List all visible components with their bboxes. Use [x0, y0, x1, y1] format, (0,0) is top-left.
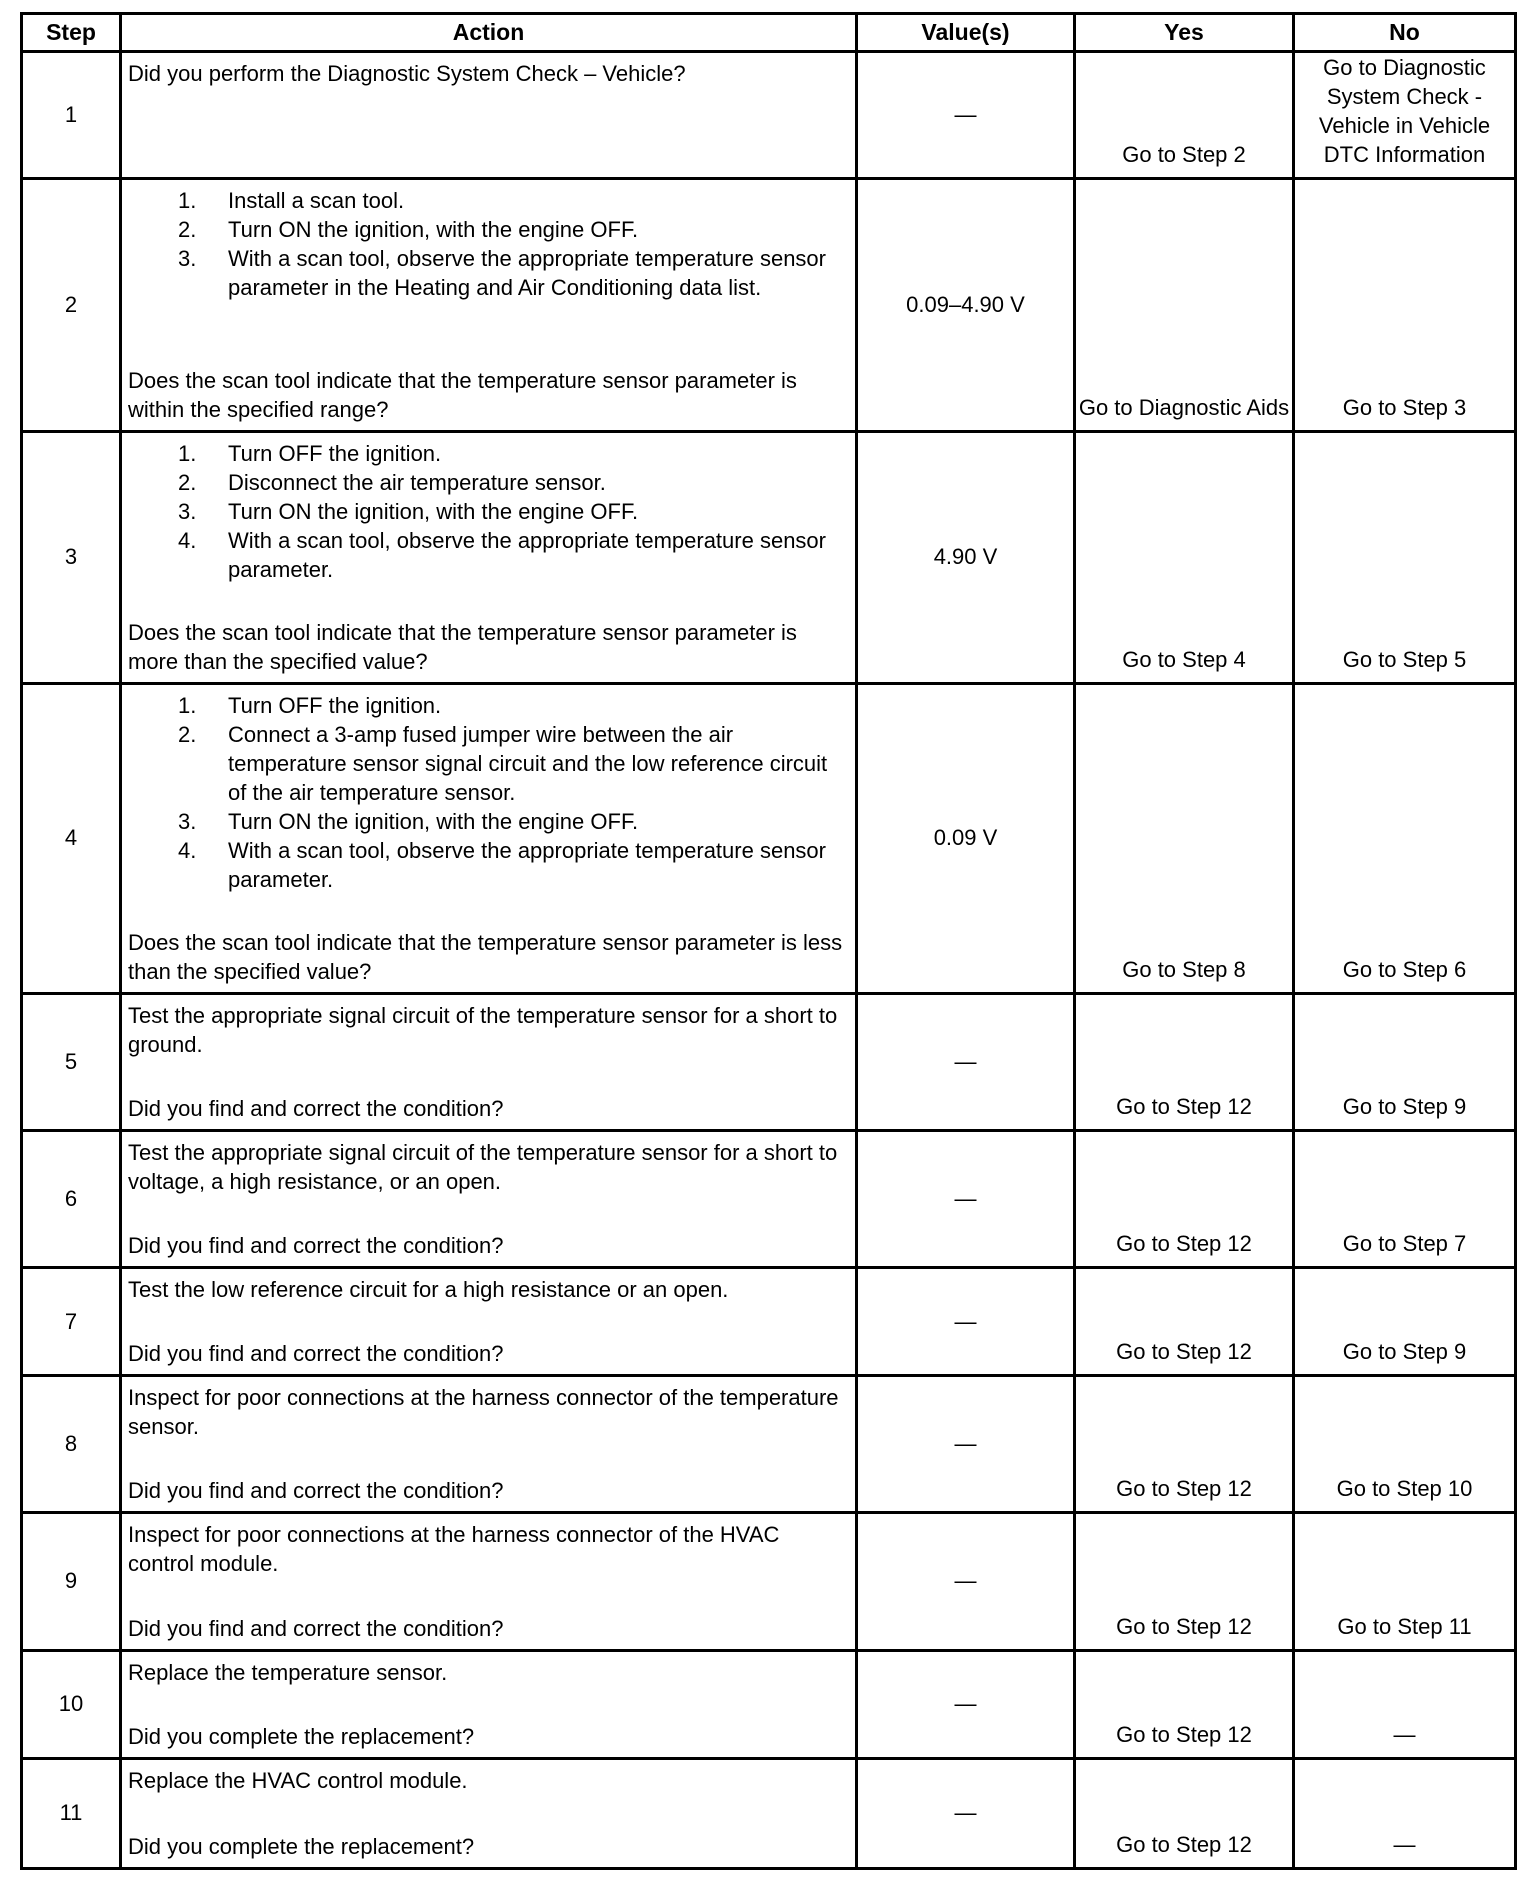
action-step-text: Turn ON the ignition, with the engine OFF.	[228, 498, 639, 524]
action-step-list	[128, 691, 847, 894]
step-number: 10	[22, 1650, 121, 1758]
action-step-item	[128, 526, 847, 584]
action-intro: Inspect for poor connections at the harness connector of the temperature sensor.	[128, 1385, 839, 1440]
action-content	[128, 1658, 847, 1751]
action-instructions	[128, 1383, 847, 1441]
no-cell: Go to Step 7	[1294, 1130, 1516, 1267]
action-content	[128, 1520, 847, 1642]
value-cell: —	[857, 1376, 1075, 1513]
action-step-item	[128, 215, 847, 244]
action-step-item	[128, 439, 847, 468]
no-cell: Go to Step 5	[1294, 431, 1516, 683]
action-step-number: 3.	[178, 246, 197, 272]
action-step-item	[128, 691, 847, 720]
no-cell: Go to Step 9	[1294, 993, 1516, 1130]
step-number: 4	[22, 684, 121, 994]
action-step-number: 2.	[178, 722, 197, 748]
value-cell: —	[857, 1513, 1075, 1650]
yes-cell: Go to Step 4	[1075, 431, 1294, 683]
action-question: Did you find and correct the condition?	[128, 1232, 504, 1258]
action-step-text: With a scan tool, observe the appropriate temperature sensor parameter.	[228, 838, 826, 893]
table-row	[22, 431, 1516, 683]
action-question: Did you complete the replacement?	[128, 1834, 475, 1859]
action-step-number: 4.	[178, 527, 197, 553]
action-instructions	[128, 691, 847, 894]
yes-cell: Go to Step 12	[1075, 1513, 1294, 1650]
action-step-text: Turn OFF the ignition.	[228, 693, 442, 719]
action-step-item	[128, 468, 847, 497]
header-no: No	[1294, 14, 1516, 52]
action-question: Does the scan tool indicate that the temperature sensor parameter is less than the specified value?	[128, 929, 843, 984]
action-instructions	[128, 186, 847, 302]
action-step-number: 1.	[178, 440, 197, 466]
no-cell: Go to Diagnostic System Check - Vehicle in Vehicle DTC Information	[1294, 52, 1516, 179]
action-intro: Inspect for poor connections at the harness connector of the HVAC control module.	[128, 1522, 780, 1577]
no-cell: Go to Step 10	[1294, 1376, 1516, 1513]
action-question: Does the scan tool indicate that the temperature sensor parameter is within the specified range?	[128, 367, 797, 422]
value-cell: —	[857, 52, 1075, 179]
table-row	[22, 993, 1516, 1130]
no-cell: —	[1294, 1650, 1516, 1758]
action-content	[128, 1766, 847, 1861]
yes-cell: Go to Step 12	[1075, 1650, 1294, 1758]
no-cell: Go to Step 6	[1294, 684, 1516, 994]
action-intro: Test the low reference circuit for a high resistance or an open.	[128, 1276, 729, 1302]
action-question: Did you find and correct the condition?	[128, 1341, 504, 1367]
action-step-number: 1.	[178, 188, 197, 214]
yes-cell: Go to Step 2	[1075, 52, 1294, 179]
yes-cell: Go to Diagnostic Aids	[1075, 179, 1294, 431]
action-content	[128, 1001, 847, 1123]
action-instructions	[128, 1275, 847, 1304]
action-cell	[121, 1376, 857, 1513]
header-values: Value(s)	[857, 14, 1075, 52]
action-intro: Test the appropriate signal circuit of the temperature sensor for a short to ground.	[128, 1002, 838, 1057]
value-cell: —	[857, 1130, 1075, 1267]
action-instructions	[128, 1001, 847, 1059]
table-row	[22, 179, 1516, 431]
action-step-list	[128, 439, 847, 584]
action-question: Did you complete the replacement?	[128, 1723, 475, 1749]
action-step-number: 2.	[178, 469, 197, 495]
action-cell	[121, 1650, 857, 1758]
action-step-item	[128, 186, 847, 215]
yes-cell: Go to Step 12	[1075, 1376, 1294, 1513]
yes-cell: Go to Step 12	[1075, 1130, 1294, 1267]
table-row	[22, 1267, 1516, 1375]
action-intro: Replace the HVAC control module.	[128, 1767, 468, 1793]
table-row	[22, 684, 1516, 994]
header-action: Action	[121, 14, 857, 52]
action-step-text: Turn ON the ignition, with the engine OFF.	[228, 217, 639, 243]
value-cell: —	[857, 993, 1075, 1130]
value-cell: —	[857, 1267, 1075, 1375]
action-step-item	[128, 807, 847, 836]
action-step-text: Turn ON the ignition, with the engine OFF.	[228, 809, 639, 835]
action-content	[128, 186, 847, 423]
diagnostic-table	[20, 12, 1517, 1870]
table-row	[22, 1130, 1516, 1267]
no-cell: Go to Step 11	[1294, 1513, 1516, 1650]
action-cell	[121, 431, 857, 683]
table-row	[22, 1758, 1516, 1868]
action-cell	[121, 684, 857, 994]
action-cell	[121, 1267, 857, 1375]
no-cell: Go to Step 3	[1294, 179, 1516, 431]
no-cell: —	[1294, 1758, 1516, 1868]
action-intro: Test the appropriate signal circuit of the temperature sensor for a short to voltage, a high resistance, or an open.	[128, 1139, 838, 1194]
action-intro: Replace the temperature sensor.	[128, 1659, 448, 1685]
action-intro: Did you perform the Diagnostic System Check – Vehicle?	[128, 61, 686, 86]
action-cell	[121, 1758, 857, 1868]
action-content	[128, 1138, 847, 1260]
yes-cell: Go to Step 12	[1075, 1267, 1294, 1375]
value-cell: 4.90 V	[857, 431, 1075, 683]
header-step: Step	[22, 14, 121, 52]
action-step-item	[128, 244, 847, 302]
action-instructions	[128, 59, 847, 88]
action-content	[128, 1275, 847, 1368]
action-content	[128, 59, 847, 171]
step-number: 11	[22, 1758, 121, 1868]
action-step-text: Turn OFF the ignition.	[228, 440, 442, 466]
action-instructions	[128, 439, 847, 584]
action-content	[128, 1383, 847, 1505]
no-cell: Go to Step 9	[1294, 1267, 1516, 1375]
action-step-text: With a scan tool, observe the appropriate temperature sensor parameter.	[228, 527, 826, 582]
action-step-text: Disconnect the air temperature sensor.	[228, 469, 606, 495]
yes-cell: Go to Step 12	[1075, 1758, 1294, 1868]
action-step-number: 1.	[178, 693, 197, 719]
action-instructions	[128, 1520, 847, 1578]
step-number: 7	[22, 1267, 121, 1375]
table-row	[22, 1650, 1516, 1758]
action-cell	[121, 1130, 857, 1267]
table-row	[22, 1376, 1516, 1513]
action-cell	[121, 52, 857, 179]
action-step-number: 3.	[178, 809, 197, 835]
action-question: Did you find and correct the condition?	[128, 1095, 504, 1121]
step-number: 5	[22, 993, 121, 1130]
table-row	[22, 1513, 1516, 1650]
action-step-item	[128, 497, 847, 526]
step-number: 8	[22, 1376, 121, 1513]
yes-cell: Go to Step 8	[1075, 684, 1294, 994]
step-number: 9	[22, 1513, 121, 1650]
step-number: 3	[22, 431, 121, 683]
value-cell: 0.09 V	[857, 684, 1075, 994]
action-step-number: 4.	[178, 838, 197, 864]
action-instructions	[128, 1658, 847, 1687]
step-number: 6	[22, 1130, 121, 1267]
action-step-list	[128, 186, 847, 302]
action-instructions	[128, 1138, 847, 1196]
step-number: 1	[22, 52, 121, 179]
header-row	[22, 14, 1516, 52]
action-content	[128, 691, 847, 986]
value-cell: —	[857, 1758, 1075, 1868]
value-cell: —	[857, 1650, 1075, 1758]
action-cell	[121, 1513, 857, 1650]
action-cell	[121, 179, 857, 431]
action-question: Does the scan tool indicate that the temperature sensor parameter is more than the specified value?	[128, 620, 797, 675]
action-step-item	[128, 836, 847, 894]
action-step-text: Connect a 3-amp fused jumper wire between the air temperature sensor signal circuit and the low reference circuit of the air temperature sensor.	[228, 722, 828, 806]
action-question: Did you find and correct the condition?	[128, 1478, 504, 1504]
value-cell: 0.09–4.90 V	[857, 179, 1075, 431]
action-cell	[121, 993, 857, 1130]
action-instructions	[128, 1766, 847, 1795]
action-question: Did you find and correct the condition?	[128, 1615, 504, 1641]
action-step-number: 3.	[178, 498, 197, 524]
header-yes: Yes	[1075, 14, 1294, 52]
action-content	[128, 439, 847, 676]
action-step-text: With a scan tool, observe the appropriate temperature sensor parameter in the Heating and Air Conditioning data list.	[228, 246, 826, 301]
step-number: 2	[22, 179, 121, 431]
action-step-text: Install a scan tool.	[228, 188, 405, 214]
action-step-item	[128, 720, 847, 807]
table-row	[22, 52, 1516, 179]
yes-cell: Go to Step 12	[1075, 993, 1294, 1130]
action-step-number: 2.	[178, 217, 197, 243]
